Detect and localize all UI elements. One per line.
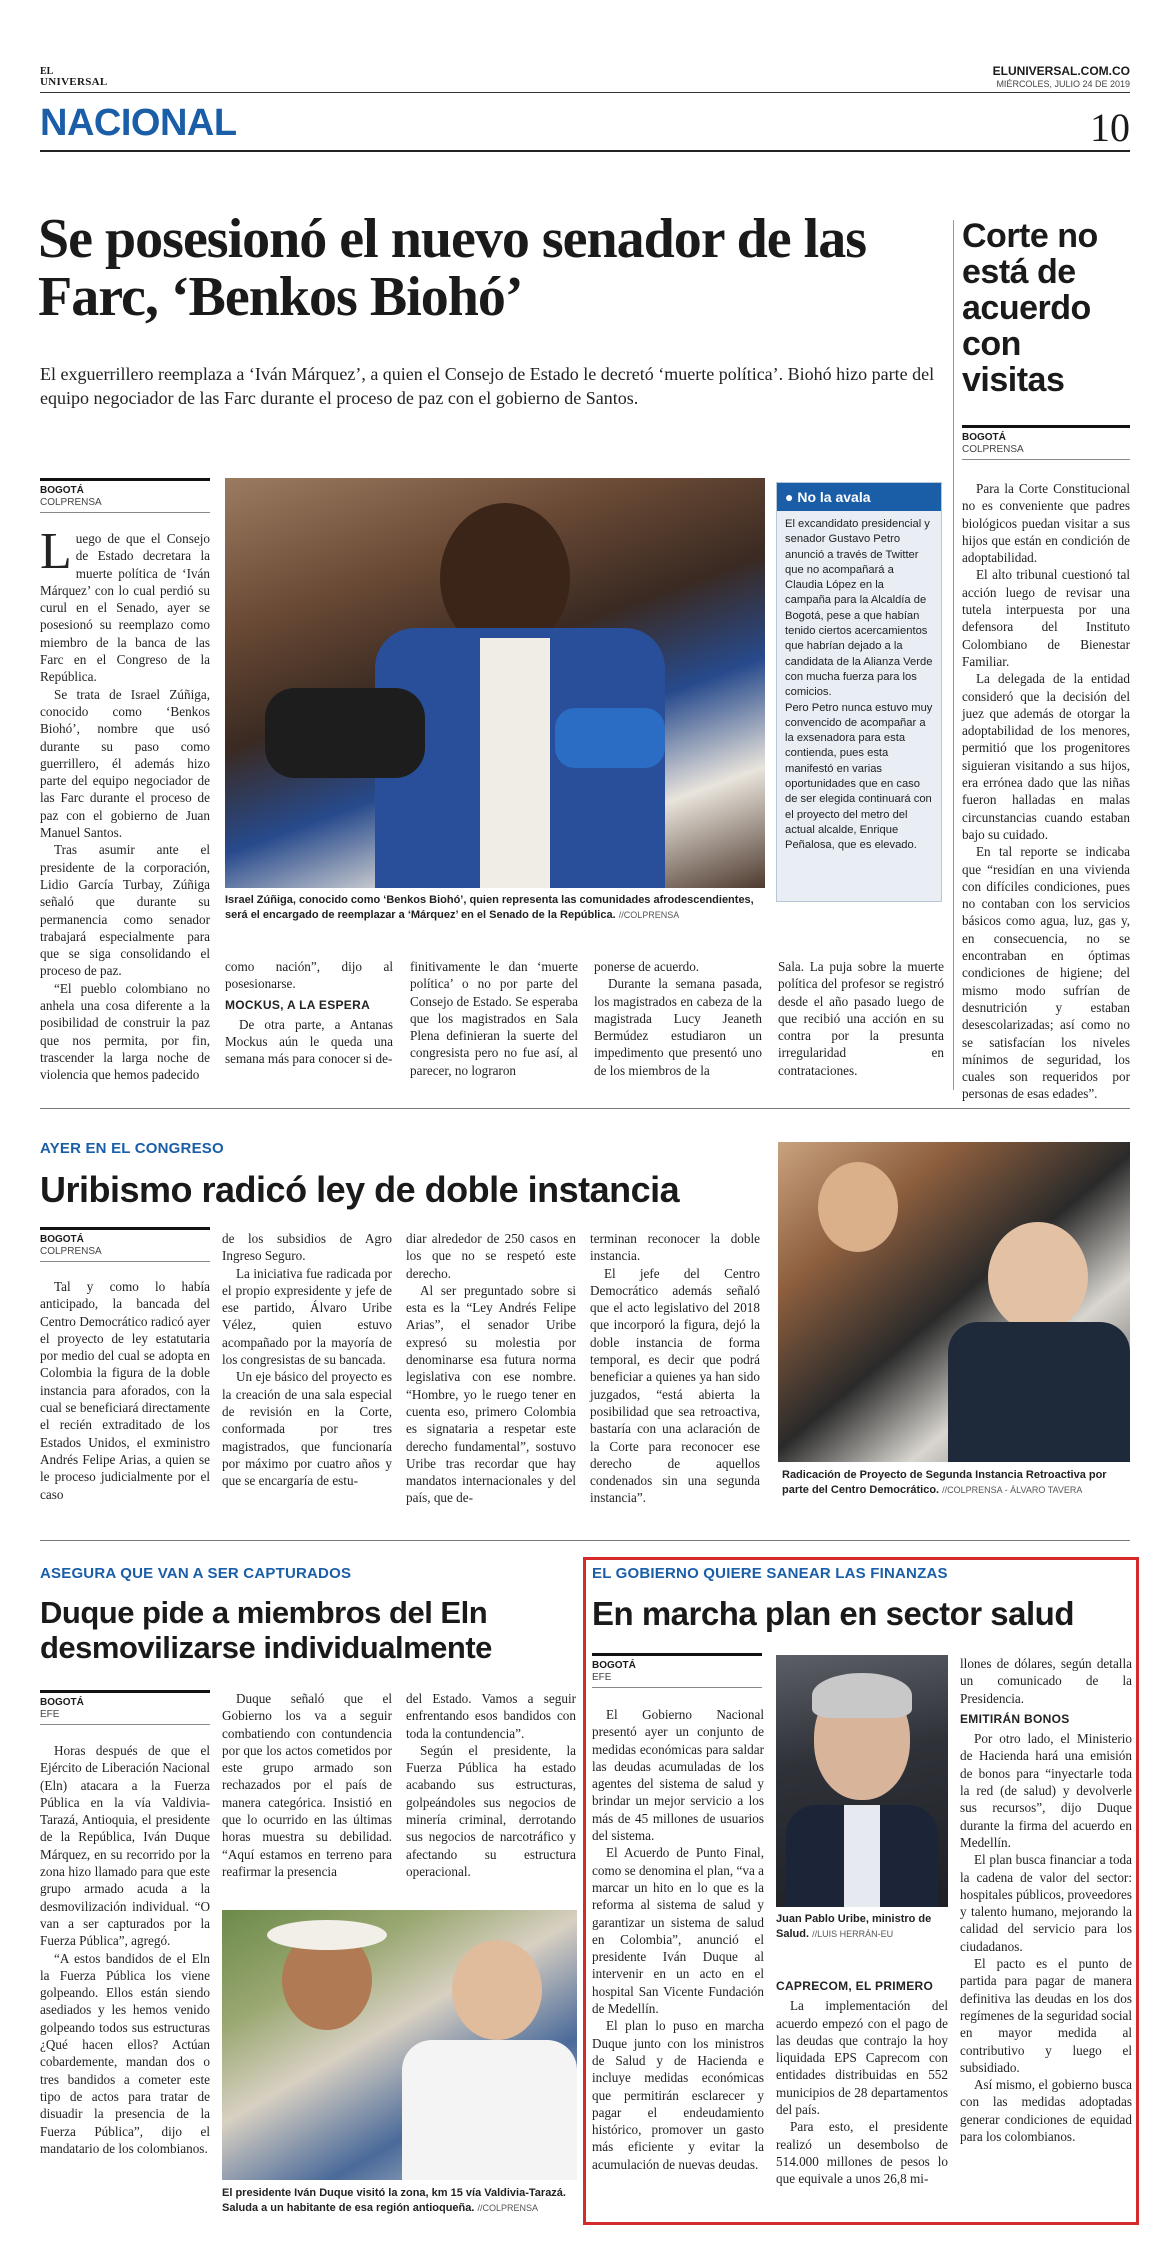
main-col2 bbox=[225, 958, 393, 1068]
page-number: 10 bbox=[1090, 105, 1130, 150]
main-col1-p3: Tras asumir ante el presidente de la corporación, Lidio García Turbay, Zúñiga señaló que durante su permanencia como senador trabajará especialmente para que se siga consolidando el proceso de paz. bbox=[40, 842, 210, 979]
story4-col3-p2: Por otro lado, el Ministerio de Hacienda hará una emisión de bonos para “inyectarle toda la red (de salud) y devolverle sus recursos”, dijo Duque durante la firma del acuerdo en Medellín. bbox=[960, 1731, 1132, 1850]
story4-col3-p5: Así mismo, el gobierno busca con las medidas adoptadas generar condiciones de equidad para los colombianos. bbox=[960, 2077, 1132, 2145]
main-headline: Se posesionó el nuevo senador de las Farc, ‘Benkos Biohó’ bbox=[38, 208, 866, 328]
main-photo bbox=[225, 478, 765, 888]
story3-headline: Duque pide a miembros del Eln desmovilizarse individualmente bbox=[40, 1595, 492, 1665]
story2-col4-p2: El jefe del Centro Democrático además señaló que el acto legislativo del 2018 que incorporó la figura, dejó la doble instancia de forma temporal, es decir que podrá beneficiar a quienes ya han sido juzgados, “está abierta la posibilidad que sea retroactiva, bastaría con una aclaración de la Corte para reconocer ese derecho de aquellos condenados sin una segunda instancia”. bbox=[590, 1265, 760, 1506]
story4-byline-rule bbox=[592, 1653, 762, 1656]
story4-col1 bbox=[592, 1706, 764, 2173]
story3-photo-caption bbox=[222, 2186, 577, 2216]
byline-city: BOGOTÁ bbox=[40, 485, 84, 496]
section-title: NACIONAL bbox=[40, 102, 237, 144]
right-byline-city: BOGOTÁ bbox=[962, 432, 1006, 443]
section-divider-1 bbox=[40, 1108, 1130, 1109]
story3-col3 bbox=[406, 1690, 576, 1880]
story4-byline-rule-bottom bbox=[592, 1687, 762, 1688]
story4-kicker: EL GOBIERNO QUIERE SANEAR LAS FINANZAS bbox=[592, 1565, 948, 1582]
story2-col2-p2: La iniciativa fue radicada por el propio expresidente y jefe de ese partido, Álvaro Uribe Vélez, quien estuvo acompañado por la mayoría de los congresistas de su bancada. bbox=[222, 1265, 392, 1368]
right-column-divider bbox=[953, 220, 954, 1090]
main-col1-p4: “El pueblo colombiano no anhela una cosa diferente a la posibilidad de construir la paz que nos permita, por fin, trascender la larga noche de violencia que hemos padecido bbox=[40, 980, 210, 1083]
right-byline-rule bbox=[962, 425, 1130, 428]
story4-photo-caption-text: Juan Pablo Uribe, ministro de Salud. bbox=[776, 1913, 932, 1940]
story3-photo-caption-text: El presidente Iván Duque visitó la zona, km 15 vía Valdivia-Tarazá. Saluda a un habitante de esa región antioqueña. bbox=[222, 2187, 566, 2214]
story3-col1 bbox=[40, 1742, 210, 2157]
story4-byline bbox=[592, 1653, 762, 1688]
right-byline bbox=[962, 425, 1130, 460]
photo-mic-right bbox=[555, 708, 665, 768]
story2-col3 bbox=[406, 1230, 576, 1507]
section-rule bbox=[40, 150, 1130, 152]
photo-microphones bbox=[265, 688, 425, 778]
masthead bbox=[40, 62, 1130, 152]
story3-col1-p2: “A estos bandidos de el Eln la Fuerza Pública los viene golpeando. Ellos están siendo asediados y les hemos venido golpeando todos sus estructuras ¿Qué hacen ellos? Actúan cobardemente, mandan dos o tres bandidos a cometer este tipo de actos para tratar de disuadir la presencia de la Fuerza Pública”, dijo el mandatario de los colombianos. bbox=[40, 1950, 210, 2156]
story3-byline-rule-bottom bbox=[40, 1724, 210, 1725]
right-p2: El alto tribunal cuestionó tal acción luego de revisar una tutela interpuesta por una defensora del Instituto Colombiano de Bienestar Familiar. bbox=[962, 567, 1130, 669]
story2-col3-p2: Al ser preguntado sobre si esta es la “Ley Andrés Felipe Arias”, el senador Uribe expresó su molestia por denominarse esa futura norma legislativa con ese nombre. “Hombre, yo le ruego tener en cuenta eso, primero Colombia es signataria a respetar este derecho fundamental”, sostuvo Uribe tras recordar que hay mandatos internacionales y del país, que de- bbox=[406, 1282, 576, 1506]
story2-col4 bbox=[590, 1230, 760, 1507]
main-col1-p2: Se trata de Israel Zúñiga, conocido como ‘Benkos Biohó’, nombre que usó durante su paso como guerrillero, él además hizo parte del equipo negociador de las Farc durante el proceso de paz con el gobierno de Juan Manuel Santos. bbox=[40, 686, 210, 841]
story4-byline-agency: EFE bbox=[592, 1672, 612, 1683]
story4-col2-p1: La implementación del acuerdo empezó con el pago de las deudas que contrajo la hoy liquidada EPS Caprecom con entidades distribuidas en 552 municipios de 28 departamentos del país. bbox=[776, 1998, 948, 2118]
story4-col2-subhead: CAPRECOM, EL PRIMERO bbox=[776, 1979, 934, 1993]
story3-col1-p1: Horas después de que el Ejército de Liberación Nacional (Eln) atacara a la Fuerza Pública en la vía Valdivia-Tarazá, Antioquia, el presidente de la República, Iván Duque Márquez, en su recorrido por la zona hizo llamado para que este grupo armado acuda a la desmovilización individual. “O van a ser capturados por la Fuerza Pública”, agregó. bbox=[40, 1743, 210, 1949]
story2-col1-p1: Tal y como lo había anticipado, la bancada del Centro Democrático radicó ayer el proyecto de ley estatutaria por medio del cual se adopta en Colombia la figura de la doble instancia para aforados, con la cual se beneficiará directamente el recién extraditado de los Estados Unidos, el exministro Andrés Felipe Arias, a quien se le proceso judicialmente por el caso bbox=[40, 1279, 210, 1502]
main-col3-p1: finitivamente le dan ‘muerte política’ o no por parte del Consejo de Estado. Se esperaba que los magistrados en Sala Plena definieran la suerte del congresista pero no fue así, al parecer, no lograron bbox=[410, 959, 578, 1078]
story2-col3-p1: diar alrededor de 250 casos en los que no se respetó este derecho. bbox=[406, 1231, 576, 1281]
logo bbox=[40, 66, 108, 88]
story2-col2 bbox=[222, 1230, 392, 1489]
story3-byline-city: BOGOTÁ bbox=[40, 1697, 84, 1708]
main-col1-p1: Luego de que el Consejo de Estado decretara la muerte política de ‘Iván Márquez’ con lo cual perdió su curul en el Senado, ayer se posesionó su reemplazo como miembro de la banca de las Farc en el Congreso de la República. bbox=[40, 523, 210, 685]
story3-byline bbox=[40, 1690, 210, 1725]
story2-col1 bbox=[40, 1278, 210, 1503]
story2-photo-person-right bbox=[988, 1222, 1088, 1332]
story3-col3-p1: del Estado. Vamos a seguir enfrentando esos bandidos con toda la contundencia”. bbox=[406, 1691, 576, 1741]
story3-col3-p2: Según el presidente, la Fuerza Pública ha estado acabando sus estructuras, golpeándoles sus negocios de minería criminal, derrotando sus negocios de narcotráfico y afectando su estructura operacional. bbox=[406, 1742, 576, 1879]
story2-photo-caption bbox=[782, 1468, 1130, 1498]
story2-col2-p1: de los subsidios de Agro Ingreso Seguro. bbox=[222, 1231, 392, 1264]
story3-photo-credit: //COLPRENSA bbox=[477, 2203, 539, 2213]
story2-byline-city: BOGOTÁ bbox=[40, 1234, 84, 1245]
main-col5-p1: Sala. La puja sobre la muerte política del profesor se registró desde el año pasado luego de que recibió una acción en su contra por la presunta irregularidad en contrataciones. bbox=[778, 959, 944, 1078]
story3-col2-p1: Duque señaló que el Gobierno los va a seguir combatiendo con contundencia por que los actos cometidos por este grupo armado son rechazados por el país de manera categórica. Insistió en que lo ocurrido en las últimas horas muestra su debilidad. “Aquí estamos en terreno para reafirmar la presencia bbox=[222, 1691, 392, 1879]
right-p4: En tal reporte se indicaba que “residían en una vivienda con difíciles condiciones, pues no contaban con los servicios básicos como agua, luz, gas y, en consecuencia, no se encontraban en óptimas condiciones de higiene; del mismo modo sufrían de desnutrición y estaban desescolarizadas; así como no se satisfacían los niveles mínimos de seguridad, los cuales son requeridos por personas de esas edades”. bbox=[962, 844, 1130, 1102]
main-col5 bbox=[778, 958, 944, 1079]
main-photo-caption bbox=[225, 893, 765, 923]
main-col4-p2: Durante la semana pasada, los magistrados en cabeza de la magistrada Lucy Jeaneth Bermúdez estudiaron un impedimento que presentó uno de los miembros de la bbox=[594, 976, 762, 1078]
main-col2-p1: como nación”, dijo al posesionarse. bbox=[225, 959, 393, 992]
story2-byline-rule bbox=[40, 1227, 210, 1230]
issue-date: MIÉRCOLES, JULIO 24 DE 2019 bbox=[996, 79, 1130, 89]
right-headline: Corte no está de acuerdo con visitas bbox=[962, 217, 1098, 399]
right-body bbox=[962, 480, 1130, 1103]
masthead-rule bbox=[40, 92, 1130, 93]
sidebar-bullet-icon: ● bbox=[785, 489, 794, 505]
story2-byline-rule-bottom bbox=[40, 1261, 210, 1262]
story2-photo-suit bbox=[948, 1322, 1130, 1462]
main-dek: El exguerrillero reemplaza a ‘Iván Márquez’, a quien el Consejo de Estado le decretó ‘muerte política’. Biohó hizo parte del equipo negociador de las Farc durante el proceso de paz con el gobierno de Santos. bbox=[40, 364, 935, 408]
main-photo-credit: //COLPRENSA bbox=[618, 910, 680, 920]
story4-byline-city: BOGOTÁ bbox=[592, 1660, 636, 1671]
main-col2-p2: De otra parte, a Antanas Mockus aún le queda una semana más para conocer si de- bbox=[225, 1016, 393, 1067]
main-col3 bbox=[410, 958, 578, 1079]
sidebar-body bbox=[777, 511, 941, 860]
story3-photo-shirt bbox=[402, 2040, 577, 2180]
right-byline-agency: COLPRENSA bbox=[962, 444, 1024, 455]
story2-photo-credit: //COLPRENSA - ÁLVARO TAVERA bbox=[942, 1485, 1083, 1495]
story4-col3 bbox=[960, 1655, 1132, 2145]
story4-photo bbox=[776, 1655, 948, 1907]
sidebar-title: No la avala bbox=[797, 489, 871, 505]
byline-rule-bottom bbox=[40, 512, 210, 513]
right-p1: Para la Corte Constitucional no es conveniente que padres biológicos puedan visitar a sus hijos que están en condición de adoptabilidad. bbox=[962, 481, 1130, 566]
story2-photo-person-left bbox=[818, 1162, 898, 1252]
story2-headline: Uribismo radicó ley de doble instancia bbox=[40, 1169, 680, 1210]
story3-byline-rule bbox=[40, 1690, 210, 1693]
byline-agency: COLPRENSA bbox=[40, 497, 102, 508]
story4-col1-p2: El Acuerdo de Punto Final, como se denomina el plan, “va a marcar un hito en lo que es la reforma al sistema de salud y garantizar un sistema de salud en Colombia”, anunció el presidente Iván Duque al intervenir en un acto en el hospital San Vicente Fundación de Medellín. bbox=[592, 1845, 764, 2017]
main-col1 bbox=[40, 523, 210, 1084]
main-photo-caption-text: Israel Zúñiga, conocido como ‘Benkos Biohó’, quien representa las comunidades afrodescendientes, será el encargado de reemplazar a ‘Márquez’ en el Senado de la República. bbox=[225, 894, 754, 921]
photo-subject-shirt bbox=[480, 638, 550, 888]
story4-col1-p1: El Gobierno Nacional presentó ayer un conjunto de medidas económicas para saldar las deudas acumuladas de los agentes del sistema de salud y brindar un mejor servicio a los más de 45 millones de usuarios del sistema. bbox=[592, 1707, 764, 1844]
sidebar-header bbox=[777, 483, 941, 511]
story2-byline bbox=[40, 1227, 210, 1262]
story3-col2 bbox=[222, 1690, 392, 1880]
story3-photo-hat bbox=[267, 1920, 387, 1950]
story2-col2-p3: Un eje básico del proyecto es la creación de una sala especial de revisión en la Corte, conformada por tres magistrados, que funcionaría por máximo por cuatro años y que se encargaría de estu- bbox=[222, 1369, 392, 1489]
right-p3: La delegada de la entidad consideró que la decisión del juez que además de otorgar la adoptabilidad de los menores, permitió que los progenitores siguieran visitando a sus hijos, era errónea dado que las niñas fueron halladas en malas circunstancias cuando estaban bajo su cuidado. bbox=[962, 671, 1130, 842]
story3-kicker: ASEGURA QUE VAN A SER CAPTURADOS bbox=[40, 1565, 352, 1582]
story4-photo-credit: //LUIS HERRÁN-EU bbox=[812, 1929, 894, 1939]
story3-photo-person-right bbox=[452, 1940, 542, 2040]
story4-photo-hair bbox=[812, 1673, 912, 1718]
story4-headline: En marcha plan en sector salud bbox=[592, 1595, 1074, 1632]
story2-photo-caption-text: Radicación de Proyecto de Segunda Instancia Retroactiva por parte del Centro Democrático. bbox=[782, 1469, 1107, 1496]
sidebar-box bbox=[776, 482, 942, 902]
main-col2-subhead: MOCKUS, A LA ESPERA bbox=[225, 997, 371, 1012]
story2-byline-agency: COLPRENSA bbox=[40, 1246, 102, 1257]
sidebar-p2: Pero Petro nunca estuvo muy convencido de acompañar a la exsenadora para esta contienda, pues esta manifestó en varias oportunidades que en caso de ser elegida continuará con el proyecto del metro del actual alcalde, Enrique Peñalosa, que es elevado. bbox=[785, 701, 933, 852]
section-divider-2 bbox=[40, 1540, 1130, 1541]
story4-col3-p3: El plan busca financiar a toda la cadena de valor del sector: hospitales públicos, proveedores y talento humano, mejorando la calidad del servicio para los ciudadanos. bbox=[960, 1852, 1132, 1954]
story4-col3-subhead: EMITIRÁN BONOS bbox=[960, 1711, 1070, 1726]
sidebar-p1: El excandidato presidencial y senador Gustavo Petro anunció a través de Twitter que no acompañará a Claudia López en la campaña para la Alcaldía de Bogotá, pese a que habían tenido ciertos acercamientos que habrían dejado a la candidata de la Alianza Verde con mucha fuerza para los comicios. bbox=[785, 518, 933, 699]
story4-col1-p3: El plan lo puso en marcha Duque junto con los ministros de Salud y de Hacienda e incluye medidas económicas que permitirán esclarecer y pagar el endeudamiento histórico, promover un gasto más eficiente y evitar la acumulación de nuevas deudas. bbox=[592, 2018, 764, 2172]
logo-line2: UNIVERSAL bbox=[40, 76, 108, 88]
story4-photo-shirt bbox=[844, 1805, 880, 1907]
story4-photo-caption bbox=[776, 1912, 948, 1942]
story4-col2 bbox=[776, 1978, 948, 2188]
story2-kicker: AYER EN EL CONGRESO bbox=[40, 1140, 224, 1157]
right-byline-rule-bottom bbox=[962, 459, 1130, 460]
site-url: ELUNIVERSAL.COM.CO bbox=[992, 64, 1130, 78]
story4-col3-p4: El pacto es el punto de partida para pagar de manera definitiva las deudas en los dos regímenes de la seguridad social en mayor medida al contributivo y luego el subsidiado. bbox=[960, 1956, 1132, 2075]
byline-rule bbox=[40, 478, 210, 481]
story2-photo bbox=[778, 1142, 1130, 1462]
main-col4-p1: ponerse de acuerdo. bbox=[594, 959, 700, 974]
story2-col4-p1: terminan reconocer la doble instancia. bbox=[590, 1231, 760, 1264]
dropcap: L bbox=[40, 523, 72, 580]
story4-col3-p1: llones de dólares, según detalla un comunicado de la Presidencia. bbox=[960, 1656, 1132, 1706]
main-col4 bbox=[594, 958, 762, 1079]
story3-byline-agency: EFE bbox=[40, 1709, 60, 1720]
story3-photo bbox=[222, 1910, 577, 2180]
story4-col2-p2: Para esto, el presidente realizó un desembolso de 514.000 millones de pesos lo que equivale a unos 26,8 mi- bbox=[776, 2119, 948, 2187]
main-byline bbox=[40, 478, 210, 513]
logo-line1: EL bbox=[40, 66, 54, 77]
